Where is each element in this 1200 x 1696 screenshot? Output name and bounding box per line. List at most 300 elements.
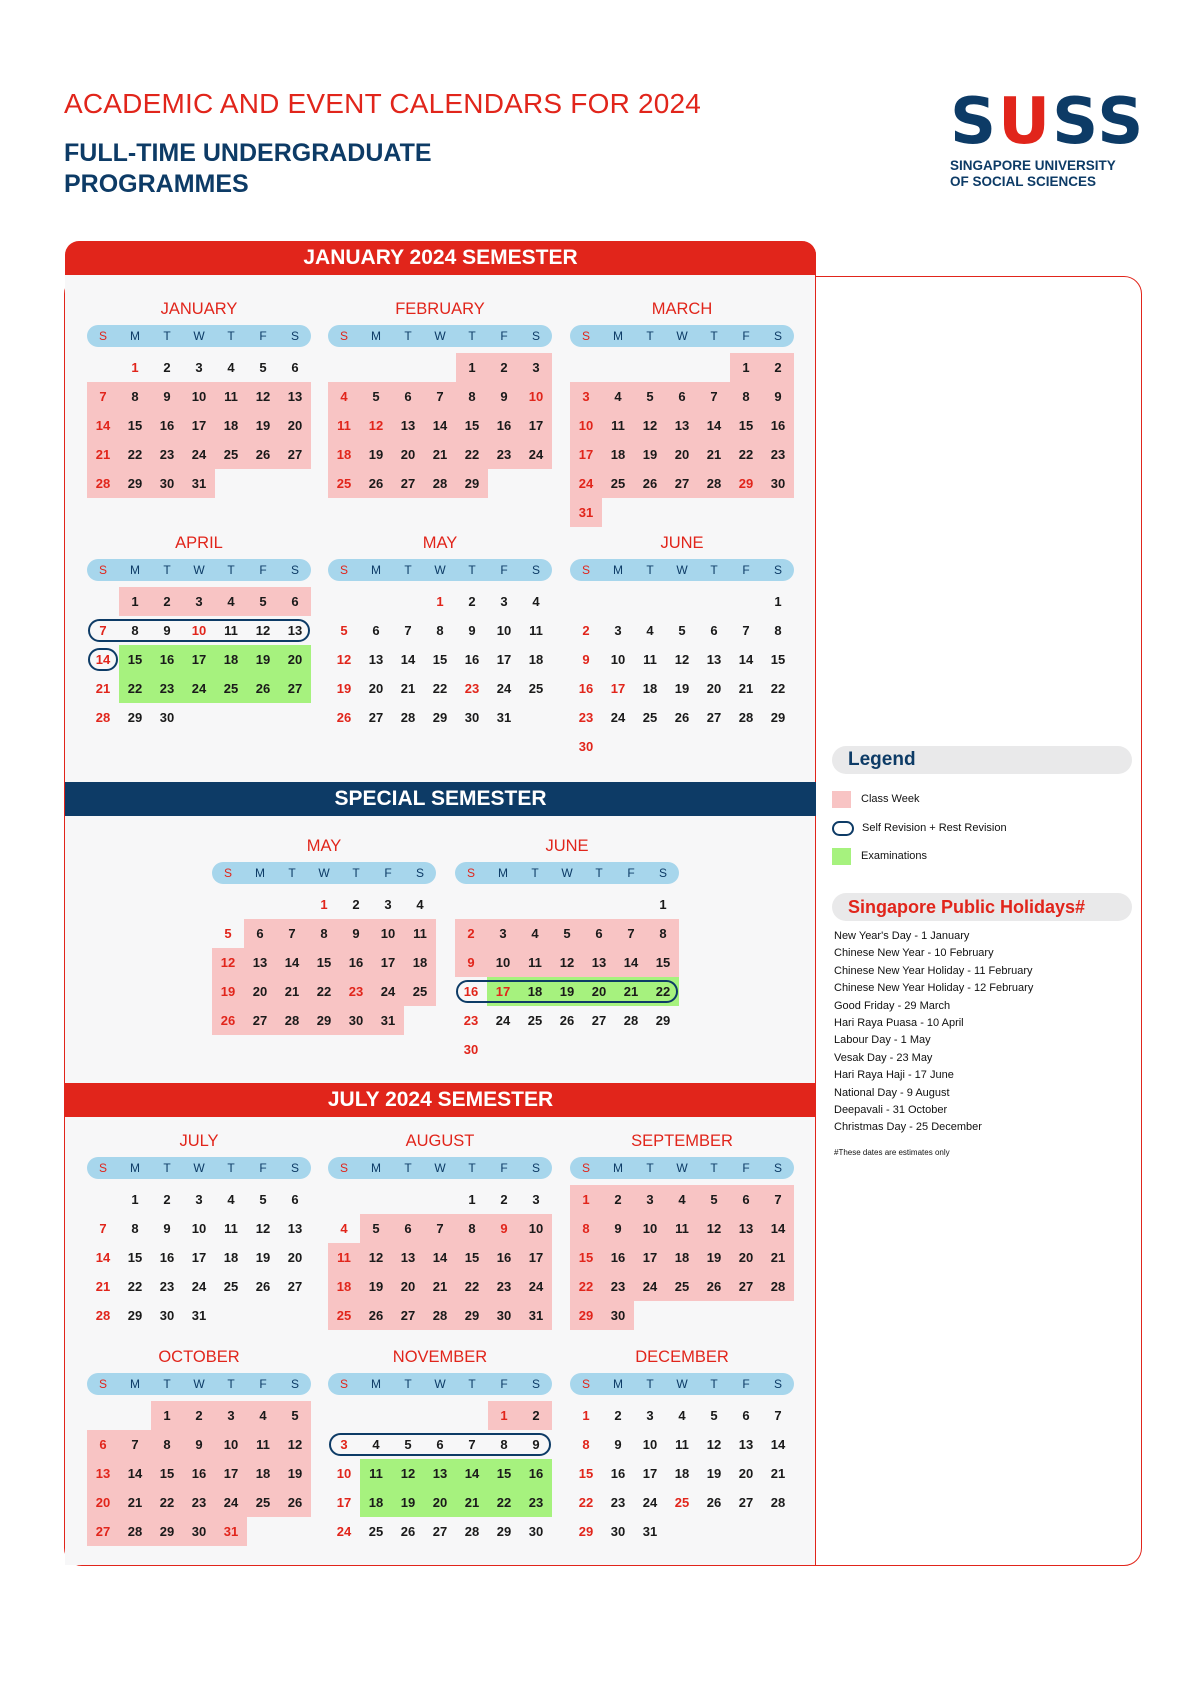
day-cell: 12 [360, 411, 392, 440]
calendar-panel [65, 241, 816, 1565]
weekday-label: W [193, 1161, 205, 1175]
day-cell: 29 [770, 710, 786, 725]
weekday-bar [328, 1157, 552, 1179]
day-cell: 28 [770, 1495, 786, 1510]
day-cell: 14 [276, 948, 308, 977]
day-cell: 8 [131, 623, 139, 638]
weekday-label: T [646, 1377, 654, 1391]
weekday-label: M [613, 563, 623, 577]
day-cell: 24 [570, 469, 602, 498]
day-cell: 13 [87, 1459, 119, 1488]
day-cell: 4 [215, 587, 247, 616]
empty-cell [424, 1185, 456, 1214]
day-cell: 15 [119, 411, 151, 440]
day-cell: 23 [463, 1013, 479, 1028]
day-cell: 3 [195, 1192, 203, 1207]
day-cell: 14 [400, 652, 416, 667]
day-cell: 27 [591, 1013, 607, 1028]
weekday-label: T [227, 329, 235, 343]
weekday-label: W [193, 1377, 205, 1391]
day-cell: 4 [519, 919, 551, 948]
day-cell: 5 [551, 919, 583, 948]
day-cell: 20 [392, 440, 424, 469]
day-cell: 23 [151, 674, 183, 703]
holiday-item: National Day - 9 August [834, 1086, 950, 1099]
weekday-label: F [500, 1161, 508, 1175]
day-cell: 31 [215, 1517, 247, 1546]
day-cell: 7 [774, 1408, 782, 1423]
day-cell: 22 [308, 977, 340, 1006]
day-cell: 30 [340, 1006, 372, 1035]
day-grid [87, 353, 311, 498]
day-cell: 16 [520, 1459, 552, 1488]
day-grid [570, 1185, 794, 1330]
day-cell: 14 [762, 1214, 794, 1243]
day-cell: 6 [291, 360, 299, 375]
weekday-label: S [98, 329, 107, 343]
month-january-january-semester [87, 297, 311, 498]
month-march-january-semester [570, 297, 794, 527]
day-cell: 31 [191, 1308, 207, 1323]
suss-logo [950, 85, 1150, 190]
day-cell: 15 [570, 1243, 602, 1272]
day-cell: 28 [424, 1301, 456, 1330]
day-cell: 22 [432, 681, 448, 696]
day-cell: 6 [244, 919, 276, 948]
empty-cell [276, 890, 308, 919]
day-cell: 31 [642, 1524, 658, 1539]
weekday-label: T [404, 1377, 412, 1391]
weekday-label: S [339, 563, 348, 577]
day-cell: 8 [456, 382, 488, 411]
day-cell: 15 [578, 1466, 594, 1481]
day-cell: 14 [95, 652, 111, 667]
day-cell: 24 [610, 710, 626, 725]
day-cell: 9 [455, 948, 487, 977]
weekday-label: S [531, 329, 540, 343]
weekday-label: S [98, 563, 107, 577]
weekday-label: T [163, 1377, 171, 1391]
day-cell: 14 [95, 1250, 111, 1265]
weekday-label: T [710, 1377, 718, 1391]
month-name: SEPTEMBER [631, 1132, 733, 1150]
day-cell: 25 [602, 469, 634, 498]
day-grid [328, 1185, 552, 1330]
weekday-bar [87, 325, 311, 347]
month-february-january-semester [328, 297, 552, 498]
weekday-label: T [468, 1161, 476, 1175]
day-cell: 16 [183, 1459, 215, 1488]
day-cell: 4 [340, 1221, 348, 1236]
examinations-swatch [832, 848, 851, 865]
empty-cell [602, 353, 634, 382]
day-cell: 11 [328, 411, 360, 440]
day-cell: 22 [730, 440, 762, 469]
day-cell: 3 [487, 919, 519, 948]
empty-cell [634, 587, 666, 616]
weekday-label: S [773, 1377, 782, 1391]
day-cell: 27 [287, 1279, 303, 1294]
day-cell: 24 [372, 977, 404, 1006]
empty-cell [583, 890, 615, 919]
day-cell: 18 [328, 1272, 360, 1301]
weekday-label: M [130, 1161, 140, 1175]
day-cell: 20 [730, 1243, 762, 1272]
day-cell: 9 [602, 1214, 634, 1243]
day-cell: 16 [488, 1243, 520, 1272]
day-cell: 3 [570, 382, 602, 411]
day-cell: 17 [642, 1466, 658, 1481]
day-cell: 3 [340, 1437, 348, 1452]
day-cell: 13 [583, 948, 615, 977]
empty-cell [87, 587, 119, 616]
legend-title: Legend [832, 746, 1132, 774]
day-cell: 20 [368, 681, 384, 696]
weekday-label: F [742, 1377, 750, 1391]
day-cell: 28 [87, 469, 119, 498]
month-may-january-semester [328, 531, 552, 732]
day-cell: 19 [360, 440, 392, 469]
month-may-special-semester [212, 834, 436, 1035]
weekday-label: F [500, 563, 508, 577]
day-cell: 4 [372, 1437, 380, 1452]
day-cell: 4 [227, 1192, 235, 1207]
day-cell: 4 [416, 897, 424, 912]
day-grid [570, 1401, 794, 1546]
holiday-item: Chinese New Year Holiday - 12 February [834, 982, 1034, 995]
day-cell: 24 [183, 440, 215, 469]
holiday-item: Deepavali - 31 October [834, 1104, 948, 1117]
day-cell: 3 [500, 594, 508, 609]
weekday-label: S [98, 1377, 107, 1391]
weekday-bar [570, 1157, 794, 1179]
day-cell: 23 [488, 440, 520, 469]
day-cell: 1 [488, 1401, 520, 1430]
weekday-label: T [646, 1161, 654, 1175]
day-cell: 13 [392, 1243, 424, 1272]
day-cell: 1 [436, 594, 444, 609]
logo-line-1: SINGAPORE UNIVERSITY [950, 158, 1116, 173]
day-cell: 13 [287, 623, 303, 638]
day-cell: 20 [279, 645, 311, 674]
weekday-label: T [404, 1161, 412, 1175]
day-cell: 11 [602, 411, 634, 440]
day-cell: 12 [698, 1214, 730, 1243]
weekday-label: W [676, 1161, 688, 1175]
day-cell: 9 [340, 919, 372, 948]
weekday-bar [570, 559, 794, 581]
day-cell: 25 [328, 1301, 360, 1330]
day-cell: 7 [615, 919, 647, 948]
day-cell: 4 [328, 382, 360, 411]
day-cell: 3 [646, 1408, 654, 1423]
weekday-label: F [259, 1377, 267, 1391]
weekday-label: T [163, 329, 171, 343]
weekday-label: T [227, 1377, 235, 1391]
day-cell: 12 [212, 948, 244, 977]
month-name: MARCH [651, 300, 713, 318]
day-cell: 22 [151, 1488, 183, 1517]
day-cell: 28 [400, 710, 416, 725]
day-cell: 12 [360, 1243, 392, 1272]
empty-cell [424, 353, 456, 382]
month-name: AUGUST [405, 1132, 475, 1150]
weekday-label: S [581, 563, 590, 577]
day-cell: 19 [634, 440, 666, 469]
day-cell: 17 [496, 652, 512, 667]
day-cell: 25 [223, 1279, 239, 1294]
day-cell: 26 [360, 469, 392, 498]
empty-cell [487, 890, 519, 919]
day-cell: 30 [151, 469, 183, 498]
day-cell: 26 [400, 1524, 416, 1539]
day-cell: 25 [247, 1488, 279, 1517]
empty-cell [87, 1185, 119, 1214]
month-name: FEBRUARY [395, 300, 485, 318]
day-cell: 25 [328, 469, 360, 498]
empty-cell [698, 587, 730, 616]
weekday-label: F [259, 1161, 267, 1175]
day-cell: 21 [400, 681, 416, 696]
day-cell: 11 [675, 1437, 689, 1452]
weekday-label: T [646, 329, 654, 343]
day-cell: 7 [87, 382, 119, 411]
day-cell: 22 [127, 1279, 143, 1294]
day-cell: 26 [212, 1006, 244, 1035]
weekday-label: T [288, 866, 296, 880]
day-cell: 16 [159, 1250, 175, 1265]
day-cell: 28 [119, 1517, 151, 1546]
day-cell: 2 [500, 1192, 508, 1207]
day-cell: 5 [259, 360, 267, 375]
weekday-label: F [742, 1161, 750, 1175]
day-cell: 18 [360, 1488, 392, 1517]
day-cell: 5 [698, 1185, 730, 1214]
day-cell: 2 [151, 587, 183, 616]
day-cell: 26 [255, 1279, 271, 1294]
day-cell: 19 [360, 1272, 392, 1301]
weekday-label: F [500, 1377, 508, 1391]
day-cell: 25 [527, 1013, 543, 1028]
day-grid [570, 353, 794, 527]
weekday-label: F [259, 563, 267, 577]
day-cell: 15 [647, 948, 679, 977]
day-cell: 1 [320, 897, 328, 912]
day-cell: 11 [643, 652, 657, 667]
day-cell: 29 [730, 469, 762, 498]
day-cell: 17 [610, 681, 626, 696]
weekday-label: T [352, 866, 360, 880]
day-cell: 21 [456, 1488, 488, 1517]
day-cell: 4 [227, 360, 235, 375]
day-cell: 30 [464, 710, 480, 725]
empty-cell [392, 587, 424, 616]
weekday-label: T [404, 563, 412, 577]
day-cell: 27 [706, 710, 722, 725]
day-cell: 19 [247, 411, 279, 440]
day-cell: 19 [392, 1488, 424, 1517]
empty-cell [698, 353, 730, 382]
holiday-item: Good Friday - 29 March [834, 999, 951, 1012]
day-cell: 18 [215, 411, 247, 440]
day-cell: 14 [615, 948, 647, 977]
day-cell: 28 [698, 469, 730, 498]
weekday-bar [87, 1157, 311, 1179]
day-cell: 15 [119, 645, 151, 674]
weekday-label: F [500, 329, 508, 343]
weekday-label: T [227, 563, 235, 577]
day-cell: 10 [487, 948, 519, 977]
weekday-label: S [658, 866, 667, 880]
day-cell: 2 [602, 1185, 634, 1214]
day-cell: 5 [404, 1437, 412, 1452]
holiday-item: New Year's Day - 1 January [834, 930, 970, 942]
month-july-july-semester [87, 1129, 311, 1330]
day-cell: 23 [488, 1272, 520, 1301]
day-cell: 14 [456, 1459, 488, 1488]
weekday-label: W [676, 563, 688, 577]
legend-item-examinations: Examinations [832, 846, 927, 866]
day-cell: 3 [384, 897, 392, 912]
weekday-label: M [130, 563, 140, 577]
day-cell: 22 [119, 674, 151, 703]
weekday-label: M [613, 1161, 623, 1175]
empty-cell [602, 587, 634, 616]
day-cell: 11 [328, 1243, 360, 1272]
day-cell: 1 [570, 1185, 602, 1214]
day-cell: 11 [247, 1430, 279, 1459]
day-cell: 19 [698, 1243, 730, 1272]
day-cell: 17 [183, 411, 215, 440]
day-cell: 15 [730, 411, 762, 440]
day-cell: 3 [183, 587, 215, 616]
day-cell: 9 [532, 1437, 540, 1452]
month-name: OCTOBER [158, 1348, 240, 1366]
day-grid [455, 890, 679, 1064]
day-cell: 23 [578, 710, 594, 725]
day-cell: 6 [730, 1185, 762, 1214]
month-name: JULY [179, 1132, 219, 1150]
day-cell: 13 [287, 1221, 303, 1236]
day-cell: 19 [279, 1459, 311, 1488]
day-cell: 17 [570, 440, 602, 469]
weekday-label: S [339, 1161, 348, 1175]
day-cell: 8 [308, 919, 340, 948]
day-cell: 15 [127, 1250, 143, 1265]
day-cell: 24 [520, 1272, 552, 1301]
day-cell: 2 [183, 1401, 215, 1430]
day-cell: 9 [614, 1437, 622, 1452]
day-cell: 2 [455, 919, 487, 948]
weekday-label: W [676, 329, 688, 343]
day-cell: 16 [610, 1466, 626, 1481]
day-cell: 23 [602, 1272, 634, 1301]
empty-cell [424, 1401, 456, 1430]
day-cell: 16 [578, 681, 594, 696]
day-cell: 6 [392, 1214, 424, 1243]
day-cell: 17 [215, 1459, 247, 1488]
day-cell: 16 [151, 411, 183, 440]
day-grid [328, 587, 552, 732]
day-cell: 2 [582, 623, 590, 638]
day-cell: 18 [666, 1243, 698, 1272]
day-cell: 8 [151, 1430, 183, 1459]
day-cell: 9 [488, 1214, 520, 1243]
day-cell: 7 [742, 623, 750, 638]
day-cell: 17 [634, 1243, 666, 1272]
legend-item-class-week: Class Week [832, 789, 919, 809]
day-cell: 31 [183, 469, 215, 498]
day-cell: 21 [276, 977, 308, 1006]
day-cell: 20 [279, 411, 311, 440]
weekday-label: W [676, 1377, 688, 1391]
day-cell: 26 [674, 710, 690, 725]
weekday-label: M [255, 866, 265, 880]
day-cell: 25 [404, 977, 436, 1006]
month-september-july-semester [570, 1129, 794, 1330]
day-cell: 1 [456, 353, 488, 382]
empty-cell [392, 1185, 424, 1214]
day-cell: 14 [698, 411, 730, 440]
day-cell: 30 [159, 1308, 175, 1323]
day-cell: 3 [532, 1192, 540, 1207]
empty-cell [730, 587, 762, 616]
weekday-label: F [742, 563, 750, 577]
day-cell: 13 [279, 382, 311, 411]
day-cell: 14 [424, 411, 456, 440]
semester-banner-july: JULY 2024 SEMESTER [65, 1083, 816, 1117]
day-cell: 30 [578, 739, 594, 754]
month-december-july-semester [570, 1345, 794, 1546]
day-cell: 7 [99, 623, 107, 638]
weekday-label: S [773, 1161, 782, 1175]
day-cell: 12 [255, 623, 271, 638]
day-cell: 25 [215, 674, 247, 703]
month-name: JANUARY [160, 300, 238, 318]
day-cell: 2 [762, 353, 794, 382]
day-cell: 18 [674, 1466, 690, 1481]
day-cell: 27 [244, 1006, 276, 1035]
day-cell: 12 [706, 1437, 722, 1452]
day-cell: 17 [487, 977, 519, 1006]
day-cell: 15 [432, 652, 448, 667]
weekday-label: S [98, 1161, 107, 1175]
day-cell: 25 [528, 681, 544, 696]
holiday-item: Chinese New Year Holiday - 11 February [834, 964, 1033, 977]
weekday-label: S [223, 866, 232, 880]
day-cell: 5 [247, 587, 279, 616]
day-cell: 24 [191, 1279, 207, 1294]
day-cell: 14 [770, 1437, 786, 1452]
day-cell: 7 [119, 1430, 151, 1459]
holidays-title: Singapore Public Holidays# [832, 893, 1132, 921]
month-october-july-semester [87, 1345, 311, 1546]
day-cell: 5 [710, 1408, 718, 1423]
weekday-label: T [531, 866, 539, 880]
day-cell: 18 [328, 440, 360, 469]
day-cell: 1 [730, 353, 762, 382]
day-grid [87, 1401, 311, 1546]
day-cell: 1 [468, 1192, 476, 1207]
day-cell: 9 [468, 623, 476, 638]
weekday-label: S [290, 1377, 299, 1391]
holiday-item: Hari Raya Puasa - 10 April [834, 1017, 964, 1030]
day-cell: 16 [463, 984, 479, 999]
holiday-item: Labour Day - 1 May [834, 1034, 931, 1047]
day-cell: 9 [488, 382, 520, 411]
day-grid [328, 353, 552, 498]
day-cell: 28 [738, 710, 754, 725]
